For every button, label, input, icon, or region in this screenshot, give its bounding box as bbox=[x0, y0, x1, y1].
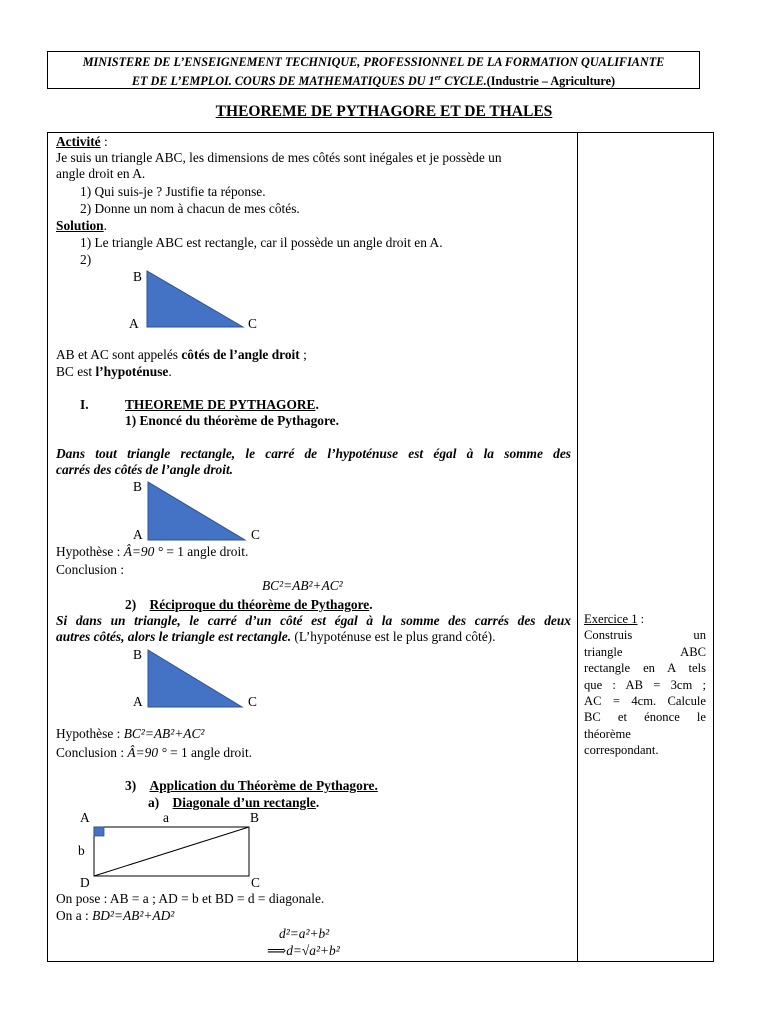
conclusion-2: Conclusion : Â=90 ° = 1 angle droit. bbox=[56, 745, 253, 760]
exercise-title: Exercice 1 : bbox=[584, 612, 645, 626]
rectangle-notation: On pose : AB = a ; AD = b et BD = d = diagonale. bbox=[56, 891, 325, 906]
exercise-line: AC = 4cm. Calcule bbox=[584, 694, 706, 709]
exercise-line: correspondant. bbox=[584, 743, 659, 758]
conclusion-1-label: Conclusion : bbox=[56, 562, 125, 577]
vertex-label-b: B bbox=[133, 479, 142, 494]
solution-answer-2: 2) bbox=[80, 252, 92, 267]
activite-heading: Activité : bbox=[56, 134, 108, 149]
rect-vertex-d: D bbox=[80, 875, 90, 890]
reciprocal-statement-1: Si dans un triangle, le carré d’un côté est égal à la somme des carrés des deux bbox=[56, 613, 571, 628]
exercise-1-box bbox=[584, 611, 706, 759]
header-line-2: ET DE L’EMPLOI. COURS DE MATHEMATIQUES DU 1er CYCLE.(Industrie – Agriculture) bbox=[131, 73, 616, 89]
diagonal-formula-1: d²=a²+b² bbox=[279, 926, 330, 941]
activite-question-2: 2) Donne un nom à chacun de mes côtés. bbox=[80, 201, 300, 216]
subsection-1-title: 1) Enoncé du théorème de Pythagore. bbox=[125, 413, 339, 428]
rectangle-relation: On a : BD²=AB²+AD² bbox=[56, 908, 175, 923]
section-title: THEOREME DE PYTHAGORE. bbox=[125, 397, 319, 412]
ministry-header bbox=[47, 51, 700, 89]
vertex-label-b: B bbox=[133, 269, 142, 284]
column-divider bbox=[577, 132, 578, 962]
solution-heading: Solution. bbox=[56, 218, 107, 233]
hypothesis-2: Hypothèse : BC²=AB²+AC² bbox=[56, 726, 205, 741]
vertex-label-a: A bbox=[133, 527, 143, 542]
header-line-1: MINISTERE DE L’ENSEIGNEMENT TECHNIQUE, PROFESSIONNEL DE LA FORMATION QUALIFIANTE bbox=[82, 55, 665, 69]
rect-vertex-a: A bbox=[80, 810, 90, 825]
vertex-label-b: B bbox=[133, 647, 142, 662]
subsection-3a-title: a) Diagonale d’un rectangle. bbox=[148, 795, 320, 810]
activite-text-1: Je suis un triangle ABC, les dimensions de mes côtés sont inégales et je possède un bbox=[56, 150, 502, 165]
page-title: THEOREME DE PYTHAGORE ET DE THALES bbox=[215, 103, 553, 120]
rect-vertex-b: B bbox=[250, 810, 259, 825]
sides-description: AB et AC sont appelés côtés de l’angle droit ; bbox=[56, 347, 307, 362]
pythagore-statement-2: carrés des côtés de l’angle droit. bbox=[56, 462, 234, 477]
activite-text-2: angle droit en A. bbox=[56, 166, 146, 181]
rect-side-b-label: b bbox=[78, 843, 85, 858]
vertex-label-c: C bbox=[248, 694, 257, 709]
hypothesis-1: Hypothèse : Â=90 ° = 1 angle droit. bbox=[56, 544, 249, 559]
subsection-3-title: 3) Application du Théorème de Pythagore. bbox=[125, 778, 378, 793]
activite-question-1: 1) Qui suis-je ? Justifie ta réponse. bbox=[80, 184, 266, 199]
exercise-line: que : AB = 3cm ; bbox=[584, 677, 706, 692]
diagonal-formula-2: ⟹d=√a²+b² bbox=[267, 943, 340, 958]
vertex-label-c: C bbox=[251, 527, 260, 542]
pythagore-statement-1: Dans tout triangle rectangle, le carré de l’hypoténuse est égal à la somme des bbox=[56, 446, 571, 461]
rect-side-a-label: a bbox=[163, 810, 169, 825]
rect-vertex-c: C bbox=[251, 875, 260, 890]
exercise-line: Construis un bbox=[584, 628, 706, 643]
hypotenuse-description: BC est l’hypoténuse. bbox=[56, 364, 172, 379]
exercise-line: BC et énonce le bbox=[584, 710, 706, 725]
vertex-label-a: A bbox=[129, 316, 139, 331]
pythagore-formula: BC²=AB²+AC² bbox=[262, 578, 343, 593]
subsection-2-title: 2) Réciproque du théorème de Pythagore. bbox=[125, 597, 373, 612]
exercise-line: triangle ABC bbox=[584, 644, 706, 659]
exercise-line: théorème bbox=[584, 726, 631, 741]
solution-answer-1: 1) Le triangle ABC est rectangle, car il possède un angle droit en A. bbox=[80, 235, 443, 250]
vertex-label-a: A bbox=[133, 694, 143, 709]
exercise-line: rectangle en A tels bbox=[584, 661, 706, 676]
reciprocal-statement-2: autres côtés, alors le triangle est rectangle. (L’hypoténuse est le plus grand côté). bbox=[56, 629, 496, 644]
vertex-label-c: C bbox=[248, 316, 257, 331]
section-number: I. bbox=[80, 397, 89, 412]
